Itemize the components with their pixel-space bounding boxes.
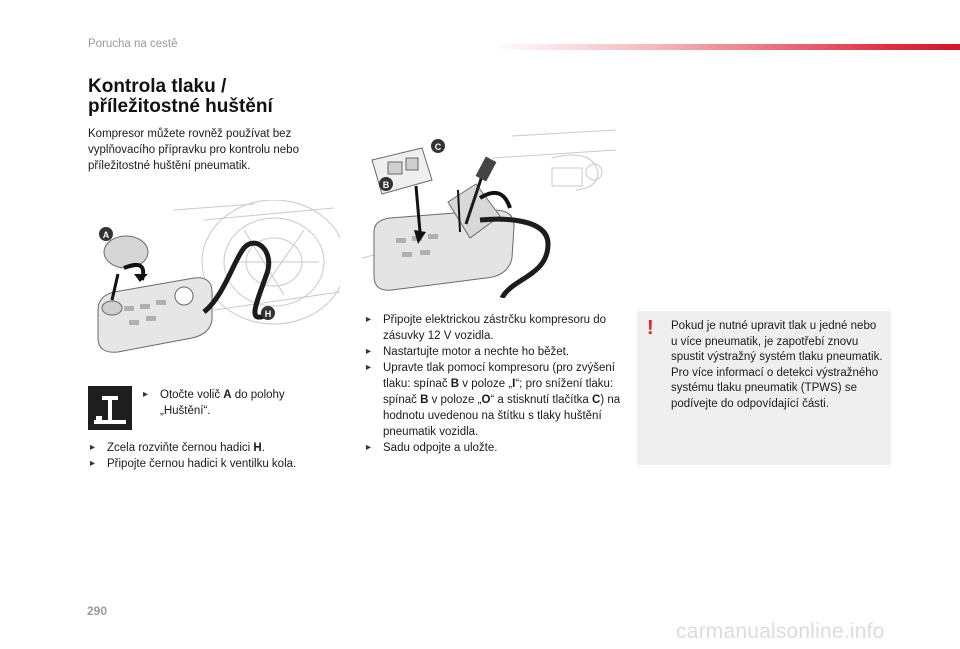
page-number: 290 [87, 604, 108, 618]
warning-icon: ! [647, 317, 654, 339]
step-disconnect-kit: ▸ Sadu odpojte a uložte. [364, 440, 626, 456]
step-adjust-pressure: ▸ Upravte tlak pomocí kompresoru (pro zvýšení tlaku: spínač B v poloze „I“; pro snížení tlaku: spínač B v poloze „O“ a stisknutí tlačítka C) na hodnotu uvedenou na štítku s tlaky huštění pneumatik vozidla. [364, 360, 626, 440]
step-start-engine: ▸ Nastartujte motor a nechte ho běžet. [364, 344, 626, 360]
step-unwind-hose: ▸ Zcela rozviňte černou hadici H. [88, 440, 338, 456]
section-header: Porucha na cestě [88, 38, 178, 50]
warning-text-2: Pro více informací o detekci výstražného systému tlaku pneumatik (TPWS) se podívejte do odpovídající části. [671, 366, 879, 410]
compressor-selector-icon [88, 386, 132, 430]
page-title-line2: příležitostné huštění [88, 96, 273, 117]
step-connect-hose: ▸ Připojte černou hadici k ventilku kola. [88, 456, 338, 472]
intro-paragraph: Kompresor můžete rovněž používat bez vyplňovacího přípravku pro kontrolu nebo příležitostné huštění pneumatik. [88, 128, 299, 172]
step-list-compressor [364, 312, 626, 456]
warning-text [671, 319, 883, 412]
label-b: B [382, 180, 390, 190]
watermark: carmanualsonline.info [676, 620, 885, 643]
compressor-plug-illustration [362, 128, 616, 298]
page-title [88, 77, 273, 117]
step-connect-plug: ▸ Připojte elektrickou zástrčku kompresoru do zásuvky 12 V vozidla. [364, 312, 626, 344]
warning-note [637, 311, 891, 465]
label-h: H [264, 309, 272, 319]
label-a: A [102, 230, 110, 240]
step-list-selector [141, 387, 321, 419]
header-accent-bar [490, 44, 960, 50]
warning-text-1: Pokud je nutné upravit tlak u jedné nebo u více pneumatik, je zapotřebí znovu spustit výstražný systém tlaku pneumatik. [671, 320, 883, 363]
step-rotate-selector: ▸ Otočte volič A do polohy „Huštění“. [141, 387, 321, 419]
compressor-wheel-illustration [84, 200, 340, 360]
label-c: C [434, 142, 442, 152]
page-title-line1: Kontrola tlaku / [88, 76, 227, 97]
step-list-hose [88, 440, 338, 472]
